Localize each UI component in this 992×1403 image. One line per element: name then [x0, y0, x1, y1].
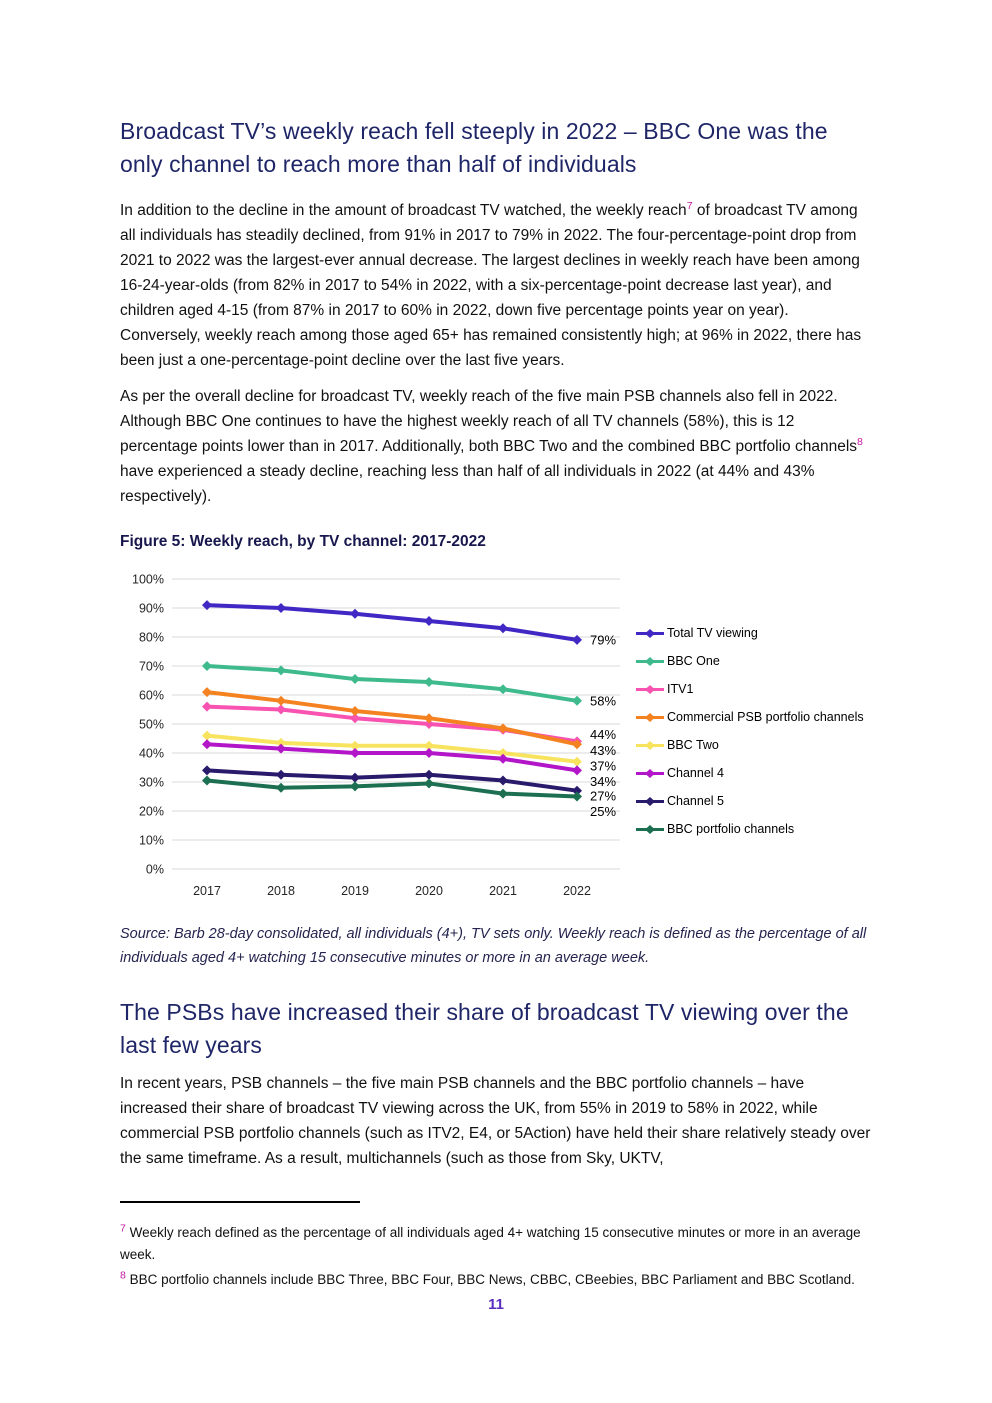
footnote-8-marker: 8: [120, 1269, 126, 1282]
legend-item: [635, 759, 864, 787]
data-point-marker: [202, 687, 212, 697]
data-point-marker: [572, 696, 582, 706]
series-end-value-label: 34%: [590, 773, 617, 789]
x-axis-tick-label: 2020: [415, 884, 443, 898]
paragraph-2-text-cont: have experienced a steady decline, reaching less than half of all individuals in 2022 (at 44% and 43% respectively).: [120, 463, 815, 505]
data-point-marker: [202, 702, 212, 712]
legend-line-marker-icon: [635, 711, 665, 724]
series-end-value-label: 43%: [590, 743, 617, 759]
data-point-marker: [424, 713, 434, 723]
legend-line-marker-icon: [635, 627, 665, 640]
legend-line-marker-icon: [635, 767, 665, 780]
paragraph-1-text: In addition to the decline in the amount of broadcast TV watched, the weekly reach: [120, 202, 687, 219]
y-axis-tick-label: 90%: [138, 601, 164, 616]
data-point-marker: [350, 781, 360, 791]
data-point-marker: [276, 665, 286, 675]
x-axis-tick-label: 2017: [193, 884, 221, 898]
paragraph-2: [120, 384, 872, 509]
data-point-marker: [498, 623, 508, 633]
footnote-ref-7[interactable]: 7: [686, 199, 693, 212]
series-end-value-label: 58%: [590, 693, 617, 709]
data-point-marker: [350, 706, 360, 716]
footnote-7: [120, 1222, 872, 1266]
legend-item: [635, 731, 864, 759]
paragraph-2-text: As per the overall decline for broadcast TV, weekly reach of the five main PSB channels also fell in 2022. Although BBC One continues to have the highest weekly reach of all TV channels (58%), this is 12 percentage points lower than in 2017. Additionally, both BBC Two and the combined BBC portfolio channels: [120, 388, 858, 455]
paragraph-1-text-cont: of broadcast TV among all individuals has steadily declined, from 91% in 2017 to 79% in 2022. The four-percentage-point drop from 2021 to 2022 was the largest-ever annual decrease. The largest declines in weekly reach have been among 16-24-year-olds (from 82% in 2017 to 54% in 2022, with a six-percentage-point decrease last year), and children aged 4-15 (from 87% in 2017 to 60% in 2022, down five percentage points year on year). Conversely, weekly reach among those aged 65+ has remained consistently high; at 96% in 2022, there has been just a one-percentage-point decline over the last five years.: [120, 202, 862, 369]
footnote-8: [120, 1269, 872, 1291]
footnote-8-text: BBC portfolio channels include BBC Three, BBC Four, BBC News, CBBC, CBeebies, BBC Parliament and BBC Scotland.: [125, 1272, 855, 1287]
data-point-marker: [202, 739, 212, 749]
footnote-7-marker: 7: [120, 1222, 126, 1235]
data-point-marker: [202, 765, 212, 775]
data-point-marker: [572, 792, 582, 802]
data-point-marker: [424, 770, 434, 780]
legend-line-marker-icon: [635, 739, 665, 752]
x-axis-tick-label: 2021: [489, 884, 517, 898]
series-line: [207, 744, 577, 770]
y-axis-tick-label: 50%: [138, 717, 164, 732]
footnote-7-text: Weekly reach defined as the percentage of all individuals aged 4+ watching 15 consecutive minutes or more in an average week.: [120, 1225, 861, 1262]
page-number: 11: [488, 1296, 504, 1313]
data-point-marker: [572, 757, 582, 767]
chart-legend: [635, 569, 864, 843]
x-axis-tick-label: 2019: [341, 884, 369, 898]
data-point-marker: [202, 600, 212, 610]
figure-source-note: Source: Barb 28-day consolidated, all individuals (4+), TV sets only. Weekly reach is defined as the percentage of all individuals aged 4+ watching 15 consecutive minutes or more in an average week.: [120, 926, 867, 966]
data-point-marker: [424, 677, 434, 687]
legend-line-marker-icon: [635, 823, 665, 836]
y-axis-tick-label: 80%: [138, 630, 164, 645]
y-axis-tick-label: 70%: [138, 659, 164, 674]
y-axis-tick-label: 10%: [138, 833, 164, 848]
legend-label: Commercial PSB portfolio channels: [667, 710, 864, 724]
chart-plot-area: [120, 569, 635, 914]
data-point-marker: [572, 765, 582, 775]
data-point-marker: [276, 705, 286, 715]
legend-line-marker-icon: [635, 795, 665, 808]
legend-label: BBC Two: [667, 738, 719, 752]
page-title: Broadcast TV’s weekly reach fell steeply in 2022 – BBC One was the only channel to reach more than half of individuals: [120, 118, 828, 177]
paragraph-1: [120, 198, 872, 373]
series-line: [207, 692, 577, 744]
legend-label: BBC portfolio channels: [667, 822, 795, 836]
data-point-marker: [350, 773, 360, 783]
legend-item: [635, 619, 864, 647]
legend-item: [635, 815, 864, 843]
data-point-marker: [498, 789, 508, 799]
figure-caption: Figure 5: Weekly reach, by TV channel: 2017-2022: [120, 533, 486, 550]
y-axis-tick-label: 20%: [138, 804, 164, 819]
y-axis-tick-label: 30%: [138, 775, 164, 790]
footnote-separator: [120, 1201, 360, 1203]
paragraph-3: In recent years, PSB channels – the five main PSB channels and the BBC portfolio channels – have increased their share of broadcast TV viewing across the UK, from 55% in 2019 to 58% in 2022, while commercial PSB portfolio channels (such as ITV2, E4, or 5Action) have held their share relatively steady over the same timeframe. As a result, multichannels (such as those from Sky, UKTV,: [120, 1075, 871, 1167]
data-point-marker: [276, 603, 286, 613]
data-point-marker: [498, 684, 508, 694]
series-end-value-label: 79%: [590, 632, 617, 648]
series-end-value-label: 27%: [590, 788, 617, 804]
x-axis-tick-label: 2018: [267, 884, 295, 898]
legend-label: ITV1: [667, 682, 694, 696]
data-point-marker: [424, 616, 434, 626]
data-point-marker: [350, 748, 360, 758]
data-point-marker: [276, 770, 286, 780]
legend-item: [635, 787, 864, 815]
data-point-marker: [572, 635, 582, 645]
data-point-marker: [424, 748, 434, 758]
legend-label: Channel 4: [667, 766, 724, 780]
data-point-marker: [202, 776, 212, 786]
series-line: [207, 605, 577, 640]
series-end-value-label: 37%: [590, 758, 617, 774]
series-line: [207, 666, 577, 701]
data-point-marker: [276, 783, 286, 793]
data-point-marker: [276, 744, 286, 754]
data-point-marker: [350, 609, 360, 619]
legend-label: BBC One: [667, 654, 720, 668]
legend-item: [635, 647, 864, 675]
data-point-marker: [424, 778, 434, 788]
legend-item: [635, 675, 864, 703]
data-point-marker: [202, 731, 212, 741]
y-axis-tick-label: 40%: [138, 746, 164, 761]
data-point-marker: [498, 776, 508, 786]
y-axis-tick-label: 60%: [138, 688, 164, 703]
data-point-marker: [350, 674, 360, 684]
series-end-value-label: 25%: [590, 804, 617, 820]
legend-label: Total TV viewing: [667, 626, 758, 640]
footnote-ref-8[interactable]: 8: [857, 435, 863, 448]
weekly-reach-chart: [120, 569, 872, 914]
y-axis-tick-label: 100%: [132, 572, 164, 587]
legend-item: [635, 703, 864, 731]
y-axis-tick-label: 0%: [145, 862, 164, 877]
series-end-value-label: 44%: [590, 727, 617, 743]
legend-label: Channel 5: [667, 794, 724, 808]
section-title: The PSBs have increased their share of broadcast TV viewing over the last few years: [120, 999, 849, 1058]
x-axis-tick-label: 2022: [563, 884, 591, 898]
legend-line-marker-icon: [635, 655, 665, 668]
data-point-marker: [276, 696, 286, 706]
data-point-marker: [202, 661, 212, 671]
legend-line-marker-icon: [635, 683, 665, 696]
